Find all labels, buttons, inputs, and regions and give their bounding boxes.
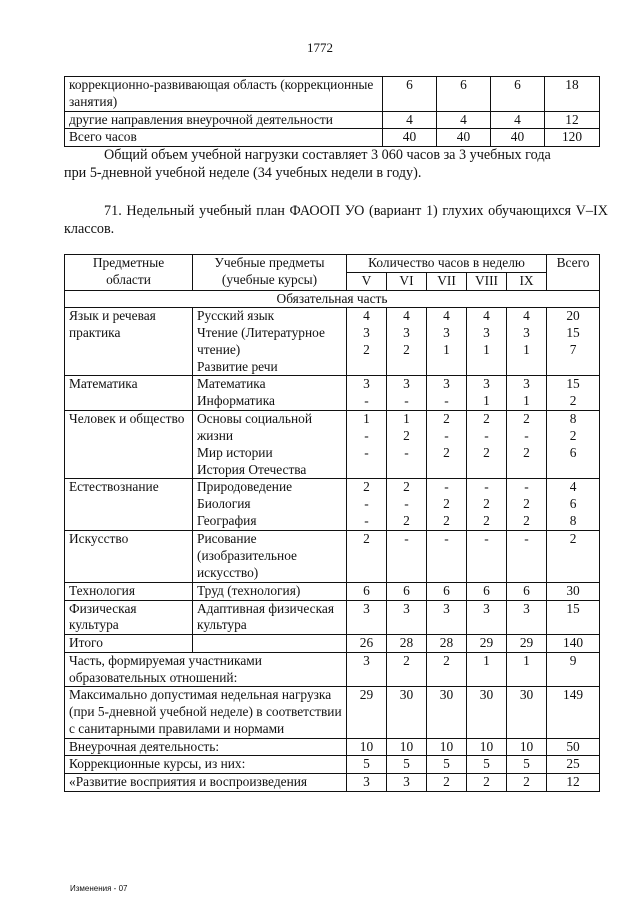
continuation-table — [64, 76, 600, 147]
footer-note: Изменения - 07 — [70, 884, 128, 893]
subject-name: Адаптивная физическая культура — [197, 600, 335, 633]
grade-values — [427, 376, 467, 411]
cell-value: 29 — [507, 635, 547, 653]
grade-values — [507, 582, 547, 600]
table-row — [65, 111, 600, 129]
cell-value: 3 — [483, 600, 490, 616]
cell-value: 10 — [467, 738, 507, 756]
cell-value: 2 — [523, 445, 530, 461]
grade-values — [427, 582, 467, 600]
cell-value: 2 — [483, 411, 490, 427]
subject-group-row — [65, 531, 600, 582]
cell-value: 10 — [427, 738, 467, 756]
grade-values — [427, 308, 467, 376]
subject-name: Основы социальной жизни — [197, 411, 312, 443]
row-label: Коррекционные курсы, из них: — [65, 756, 347, 774]
cell-value: 7 — [569, 342, 577, 358]
subject-name: Рисование (изобразительное искусство) — [197, 531, 297, 580]
cell-value: 1 — [363, 411, 370, 427]
table-row — [65, 129, 600, 147]
row-label: другие направления внеурочной деятельности — [65, 111, 383, 129]
header-total: Всего — [547, 255, 600, 291]
cell-value: 4 — [437, 111, 491, 129]
subject-group-row — [65, 308, 600, 376]
grade-header: VI — [387, 272, 427, 290]
cell-value: 40 — [437, 129, 491, 147]
cell-value: - — [404, 393, 409, 409]
cell-value: 6 — [403, 582, 410, 598]
cell-value: 1 — [483, 393, 490, 409]
subject-name: Развитие речи — [197, 358, 278, 374]
cell-value: 2 — [443, 513, 450, 529]
summary-row — [65, 652, 600, 687]
cell-value: 10 — [507, 738, 547, 756]
row-label: коррекционно-развивающая область (коррекционные занятия) — [65, 77, 383, 112]
row-label: Внеурочная деятельность: — [65, 738, 347, 756]
grade-values — [427, 531, 467, 582]
subject-area: Физическая культура — [65, 600, 193, 635]
cell-value: 10 — [347, 738, 387, 756]
total-label: Итого — [65, 635, 193, 653]
subject-group-row — [65, 582, 600, 600]
cell-value: 6 — [523, 582, 530, 598]
cell-value: 1 — [467, 652, 507, 687]
cell-value: - — [404, 496, 409, 512]
cell-value: 28 — [387, 635, 427, 653]
cell-value: 2 — [427, 774, 467, 792]
grade-values — [387, 479, 427, 531]
cell-value: 1 — [403, 411, 410, 427]
cell-value: - — [484, 531, 489, 547]
cell-value: 2 — [403, 428, 410, 444]
subject-name: Биология — [197, 496, 251, 511]
cell-value: - — [444, 428, 449, 444]
grade-values — [467, 376, 507, 411]
cell-value: 3 — [387, 774, 427, 792]
cell-value: 3 — [403, 600, 410, 616]
cell-value: 25 — [547, 756, 600, 774]
total-values — [547, 308, 600, 376]
cell-value: - — [364, 513, 369, 529]
cell-value: 40 — [491, 129, 545, 147]
cell-value: 18 — [545, 77, 600, 112]
empty-cell — [193, 635, 347, 653]
cell-value: 2 — [569, 393, 577, 409]
grade-values — [347, 411, 387, 479]
cell-value: 12 — [545, 111, 600, 129]
cell-value: 3 — [363, 325, 370, 341]
subject-name: Труд (технология) — [197, 582, 301, 598]
weekly-plan-table — [64, 254, 600, 792]
summary-row — [65, 687, 600, 738]
grade-values — [347, 531, 387, 582]
cell-value: 3 — [347, 652, 387, 687]
cell-value: 1 — [507, 652, 547, 687]
row-label: Часть, формируемая участниками образовательных отношений: — [65, 652, 347, 687]
grade-header: V — [347, 272, 387, 290]
cell-value: 2 — [523, 513, 530, 529]
table-row — [65, 77, 600, 112]
grade-values — [467, 600, 507, 635]
cell-value: 1 — [523, 393, 530, 409]
cell-value: 2 — [363, 342, 370, 358]
summary-row — [65, 738, 600, 756]
cell-value: 4 — [491, 111, 545, 129]
subject-group-row — [65, 376, 600, 411]
cell-value: - — [404, 445, 409, 461]
cell-value: 1 — [523, 342, 530, 358]
cell-value: 4 — [403, 308, 410, 324]
cell-value: 6 — [443, 582, 450, 598]
cell-value: 26 — [347, 635, 387, 653]
subject-name: Природоведение — [197, 479, 293, 495]
cell-value: 3 — [483, 325, 490, 341]
total-values — [547, 531, 600, 582]
grade-values — [507, 531, 547, 582]
cell-value: 2 — [443, 411, 450, 427]
cell-value: 149 — [547, 687, 600, 738]
grade-values — [387, 582, 427, 600]
grade-header: IX — [507, 272, 547, 290]
cell-value: 2 — [443, 496, 450, 512]
cell-value: 2 — [427, 652, 467, 687]
cell-value: 5 — [507, 756, 547, 774]
cell-value: 29 — [347, 687, 387, 738]
cell-value: 12 — [547, 774, 600, 792]
subject-list — [193, 479, 347, 531]
cell-value: 3 — [443, 376, 450, 392]
grade-values — [507, 479, 547, 531]
cell-value: 3 — [363, 600, 370, 616]
subject-group-row — [65, 600, 600, 635]
cell-value: 2 — [483, 496, 490, 512]
total-row — [65, 635, 600, 653]
row-label: Максимально допустимая недельная нагрузка (при 5-дневной учебной неделе) в соответствии с санитарными правилами и нормами — [65, 687, 347, 738]
cell-value: - — [444, 531, 449, 547]
subject-name: Русский язык — [197, 308, 275, 324]
cell-value: 30 — [507, 687, 547, 738]
cell-value: 1 — [443, 342, 450, 358]
grade-values — [387, 600, 427, 635]
grade-values — [347, 308, 387, 376]
cell-value: 2 — [507, 774, 547, 792]
load-paragraph — [64, 147, 608, 183]
cell-value: 2 — [403, 479, 410, 495]
cell-value: 2 — [363, 479, 370, 495]
load-paragraph-line1: Общий объем учебной нагрузки составляет 3 060 часов за 3 учебных года — [104, 147, 551, 163]
cell-value: 30 — [467, 687, 507, 738]
summary-row — [65, 774, 600, 792]
cell-value: 5 — [427, 756, 467, 774]
grade-values — [427, 479, 467, 531]
grade-values — [347, 582, 387, 600]
total-values — [547, 479, 600, 531]
cell-value: 6 — [569, 496, 577, 512]
cell-value: 6 — [363, 582, 370, 598]
total-values — [547, 582, 600, 600]
cell-value: 8 — [569, 411, 577, 427]
subject-list — [193, 308, 347, 376]
subject-group-row — [65, 411, 600, 479]
cell-value: 4 — [523, 308, 530, 324]
load-paragraph-line2: при 5-дневной учебной неделе (34 учебных недели в году). — [64, 164, 422, 181]
cell-value: 6 — [569, 445, 577, 461]
subject-area: Математика — [65, 376, 193, 411]
grade-values — [467, 582, 507, 600]
cell-value: 4 — [443, 308, 450, 324]
cell-value: 30 — [566, 582, 580, 598]
cell-value: 3 — [403, 325, 410, 341]
cell-value: 2 — [403, 342, 410, 358]
cell-value: 6 — [491, 77, 545, 112]
cell-value: - — [444, 479, 449, 495]
subject-list — [193, 600, 347, 635]
cell-value: 3 — [443, 600, 450, 616]
grade-values — [347, 600, 387, 635]
cell-value: 2 — [569, 531, 577, 547]
cell-value: 4 — [569, 479, 577, 495]
subject-list — [193, 531, 347, 582]
cell-value: - — [364, 445, 369, 461]
section-mandatory: Обязательная часть — [65, 290, 600, 308]
total-values — [547, 376, 600, 411]
cell-value: 2 — [523, 411, 530, 427]
cell-value: 3 — [403, 376, 410, 392]
plan-heading: 71. Недельный учебный план ФАООП УО (вариант 1) глухих обучающихся V–IX классов. — [64, 203, 608, 237]
cell-value: 6 — [383, 77, 437, 112]
grade-values — [347, 479, 387, 531]
subject-area: Человек и общество — [65, 411, 193, 479]
cell-value: 5 — [347, 756, 387, 774]
grade-values — [427, 411, 467, 479]
cell-value: 30 — [427, 687, 467, 738]
grade-values — [467, 308, 507, 376]
cell-value: - — [364, 428, 369, 444]
cell-value: 2 — [443, 445, 450, 461]
cell-value: 4 — [363, 308, 370, 324]
header-subjects: Учебные предметы (учебные курсы) — [193, 255, 347, 291]
section-row — [65, 290, 600, 308]
grade-values — [387, 411, 427, 479]
cell-value: 4 — [383, 111, 437, 129]
subject-area: Технология — [65, 582, 193, 600]
grade-header: VII — [427, 272, 467, 290]
cell-value: 28 — [427, 635, 467, 653]
total-values — [547, 411, 600, 479]
grade-values — [507, 600, 547, 635]
grade-values — [347, 376, 387, 411]
grade-values — [427, 600, 467, 635]
cell-value: 2 — [483, 513, 490, 529]
cell-value: 3 — [523, 600, 530, 616]
cell-value: 20 — [566, 308, 580, 324]
subject-name: Математика — [197, 376, 266, 392]
grade-values — [507, 411, 547, 479]
subject-name: Информатика — [197, 393, 275, 408]
cell-value: - — [524, 479, 529, 495]
cell-value: - — [364, 393, 369, 409]
cell-value: - — [404, 531, 409, 547]
subject-area: Естествознание — [65, 479, 193, 531]
row-label: «Развитие восприятия и воспроизведения — [65, 774, 347, 792]
cell-value: 1 — [483, 342, 490, 358]
cell-value: 2 — [467, 774, 507, 792]
cell-value: 2 — [569, 428, 577, 444]
subject-name: Чтение (Литературное чтение) — [197, 325, 325, 357]
grade-values — [387, 376, 427, 411]
cell-value: 5 — [467, 756, 507, 774]
header-row — [65, 255, 600, 273]
row-label: Всего часов — [65, 129, 383, 147]
cell-value: 3 — [347, 774, 387, 792]
cell-value: - — [524, 428, 529, 444]
cell-value: 6 — [437, 77, 491, 112]
grade-values — [507, 376, 547, 411]
cell-value: 6 — [483, 582, 490, 598]
cell-value: 29 — [467, 635, 507, 653]
cell-value: 3 — [363, 376, 370, 392]
cell-value: 3 — [523, 325, 530, 341]
cell-value: 2 — [403, 513, 410, 529]
subject-name: Мир истории — [197, 444, 273, 460]
cell-value: - — [484, 479, 489, 495]
grade-values — [467, 411, 507, 479]
cell-value: 2 — [523, 496, 530, 512]
cell-value: 50 — [547, 738, 600, 756]
cell-value: - — [524, 531, 529, 547]
grade-values — [467, 531, 507, 582]
cell-value: 30 — [387, 687, 427, 738]
cell-value: 10 — [387, 738, 427, 756]
cell-value: 3 — [443, 325, 450, 341]
grade-values — [387, 308, 427, 376]
subject-area: Искусство — [65, 531, 193, 582]
cell-value: 2 — [363, 531, 370, 547]
subject-list — [193, 411, 347, 479]
cell-value: 8 — [569, 513, 577, 529]
grade-header: VIII — [467, 272, 507, 290]
cell-value: 120 — [545, 129, 600, 147]
subject-list — [193, 582, 347, 600]
cell-value: 2 — [483, 445, 490, 461]
cell-value: - — [444, 393, 449, 409]
cell-value: - — [364, 496, 369, 512]
cell-value: 3 — [523, 376, 530, 392]
cell-value: - — [484, 428, 489, 444]
subject-list — [193, 376, 347, 411]
grade-values — [467, 479, 507, 531]
cell-value: 140 — [547, 635, 600, 653]
cell-value: 15 — [566, 325, 580, 341]
page-number: 1772 — [307, 40, 333, 55]
subject-name: История Отечества — [197, 461, 307, 477]
cell-value: 9 — [547, 652, 600, 687]
cell-value: 2 — [387, 652, 427, 687]
subject-name: География — [197, 512, 257, 528]
total-values — [547, 600, 600, 635]
grade-values — [387, 531, 427, 582]
summary-row — [65, 756, 600, 774]
cell-value: 40 — [383, 129, 437, 147]
cell-value: 4 — [483, 308, 490, 324]
cell-value: 3 — [483, 376, 490, 392]
cell-value: 15 — [566, 376, 580, 392]
header-area: Предметные области — [65, 255, 193, 291]
subject-group-row — [65, 479, 600, 531]
header-hours: Количество часов в неделю — [347, 255, 547, 273]
cell-value: 5 — [387, 756, 427, 774]
grade-values — [507, 308, 547, 376]
cell-value: 15 — [566, 600, 580, 616]
subject-area: Язык и речевая практика — [65, 308, 193, 376]
